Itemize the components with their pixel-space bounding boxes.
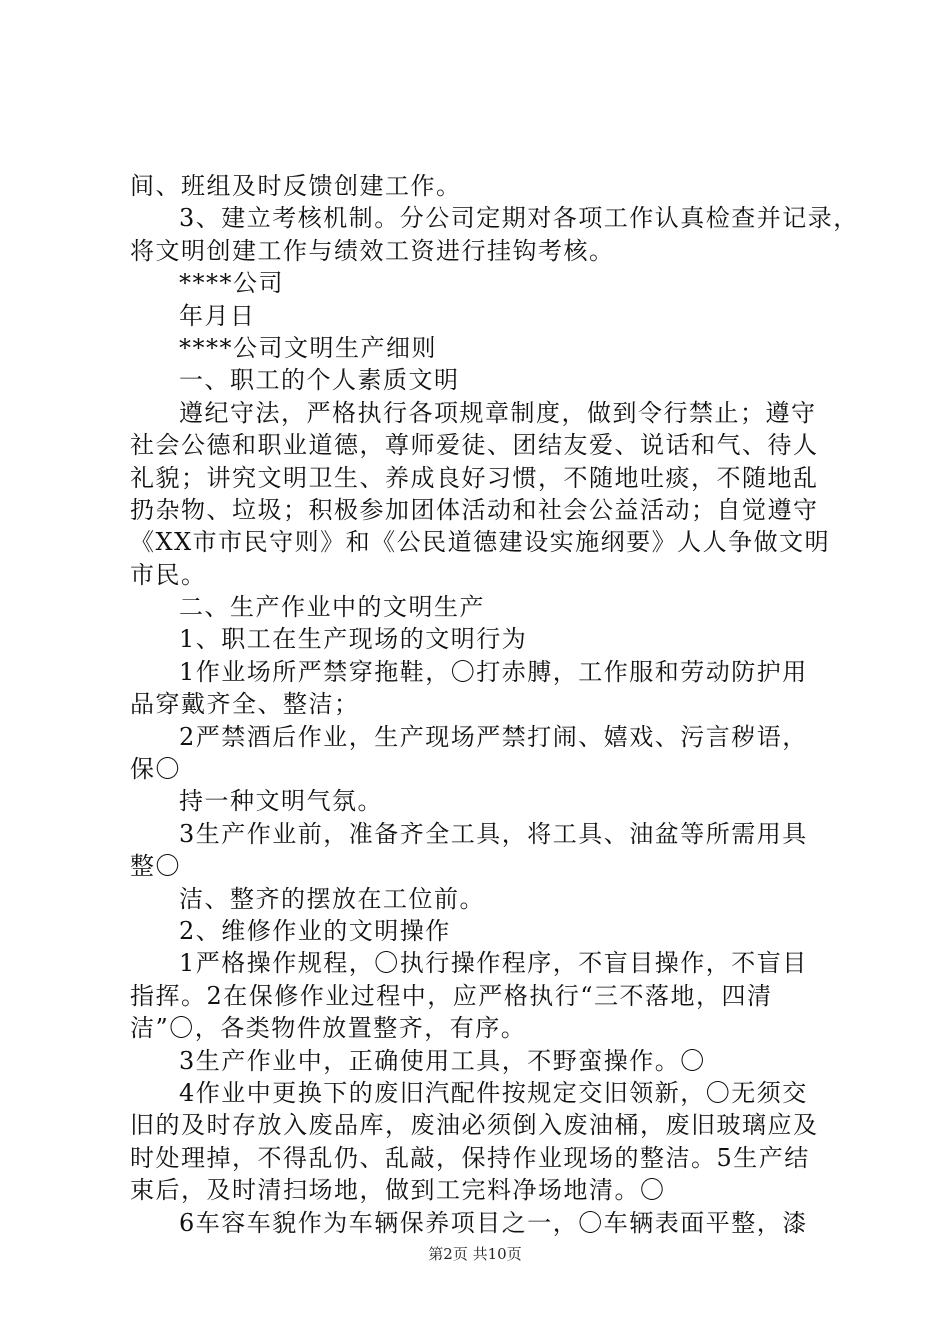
text-line: 扔杂物、垃圾；积极参加团体活动和社会公益活动；自觉遵守 bbox=[130, 495, 819, 524]
text-line: 指挥。2在保修作业过程中，应严格执行“三不落地，四清 bbox=[130, 981, 773, 1010]
text-line: 《XX市市民守则》和《公民道德建设实施纲要》人人争做文明 bbox=[130, 528, 831, 557]
text-line: 1作业场所严禁穿拖鞋，〇打赤膊，工作服和劳动防护用 bbox=[179, 657, 808, 686]
text-line: 持一种文明气氛。 bbox=[179, 787, 383, 816]
text-line: 市民。 bbox=[130, 560, 207, 589]
text-line: 6车容车貌作为车辆保养项目之一，〇车辆表面平整，漆 bbox=[179, 1208, 808, 1237]
text-line: 一、职工的个人素质文明 bbox=[179, 366, 460, 395]
text-line: 1严格操作规程，〇执行操作程序，不盲目操作，不盲目 bbox=[179, 949, 808, 978]
text-line: 保〇 bbox=[130, 755, 181, 784]
text-line: 将文明创建工作与绩效工资进行挂钩考核。 bbox=[130, 236, 615, 265]
text-line: ****公司文明生产细则 bbox=[179, 333, 437, 362]
text-line: 整〇 bbox=[130, 852, 181, 881]
text-line: 洁”〇，各类物件放置整齐，有序。 bbox=[130, 1014, 527, 1043]
page-footer: 第2页 共10页 bbox=[428, 1245, 522, 1263]
text-line: 束后，及时清扫场地，做到工完料净场地清。〇 bbox=[130, 1176, 666, 1205]
text-line: 1、职工在生产现场的文明行为 bbox=[179, 625, 528, 654]
text-line: 3、建立考核机制。分公司定期对各项工作认真检查并记录， bbox=[179, 204, 859, 233]
text-line: 间、班组及时反馈创建工作。 bbox=[130, 172, 462, 200]
text-line: 洁、整齐的摆放在工位前。 bbox=[179, 884, 485, 913]
text-line: 3生产作业前，准备齐全工具，将工具、油盆等所需用具 bbox=[179, 819, 808, 848]
text-line: 年月日 bbox=[179, 301, 256, 330]
text-line: 社会公德和职业道德，尊师爱徒、团结友爱、说话和气、待人 bbox=[130, 431, 819, 460]
text-line: 二、生产作业中的文明生产 bbox=[179, 593, 485, 622]
text-line: 时处理掉，不得乱仍、乱敲，保持作业现场的整洁。5生产结 bbox=[130, 1143, 810, 1172]
text-line: 品穿戴齐全、整洁； bbox=[130, 690, 360, 719]
text-line: 礼貌；讲究文明卫生、养成良好习惯，不随地吐痰，不随地乱 bbox=[130, 463, 819, 492]
text-line: 3生产作业中，正确使用工具，不野蛮操作。〇 bbox=[179, 1046, 706, 1075]
text-line: ****公司 bbox=[179, 269, 284, 298]
text-line: 2严禁酒后作业，生产现场严禁打闹、嬉戏、污言秽语， bbox=[179, 722, 808, 751]
text-line: 遵纪守法，严格执行各项规章制度，做到令行禁止；遵守 bbox=[179, 398, 817, 427]
document-body bbox=[130, 170, 859, 1239]
text-line: 2、维修作业的文明操作 bbox=[179, 916, 451, 945]
text-line: 4作业中更换下的废旧汽配件按规定交旧领新，〇无须交 bbox=[179, 1078, 808, 1107]
text-line: 旧的及时存放入废品库，废油必须倒入废油桶，废旧玻璃应及 bbox=[130, 1111, 819, 1140]
